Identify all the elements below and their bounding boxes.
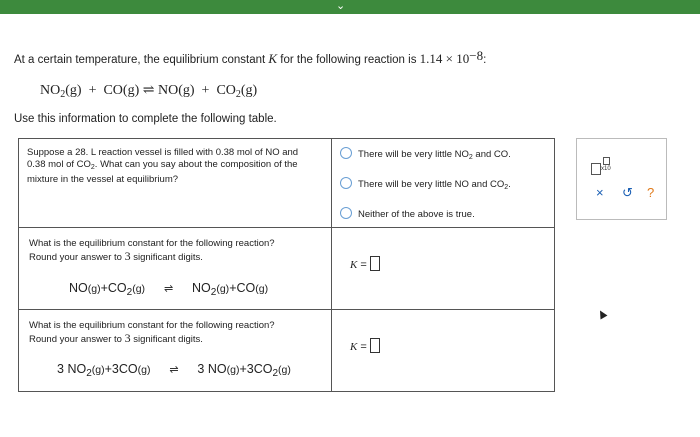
intro-colon: :	[483, 54, 487, 66]
option-label: Neither of the above is true.	[358, 209, 475, 220]
q3-right-coef-1: 3	[197, 362, 205, 376]
plus-sign: +	[104, 362, 112, 376]
undo-icon[interactable]: ↺	[622, 185, 633, 200]
top-bar	[0, 0, 700, 14]
intro-text: At a certain temperature, the equilibrium constant	[14, 54, 266, 66]
q1-line-1: Suppose a 28. L reaction vessel is filled with 0.38 mol of NO and	[27, 147, 299, 158]
q2-cell	[19, 228, 332, 310]
equals-sign: =	[360, 259, 367, 271]
main-reaction	[40, 82, 257, 100]
q1-option-3[interactable]	[340, 207, 554, 221]
q3-left-b-state: (g)	[137, 364, 151, 376]
radio-button[interactable]	[340, 147, 352, 159]
q3-left-a-state: (g)	[91, 364, 105, 376]
q1-line-3: mixture in the vessel at equilibrium?	[27, 174, 179, 185]
q2-right-a: NO	[192, 281, 211, 295]
x10-label: x10	[601, 166, 611, 172]
reactant-co: CO(g)	[103, 83, 140, 98]
instruction-text: Use this information to complete the following table.	[14, 113, 277, 125]
q2-line-2a: Round your answer to	[29, 252, 122, 263]
q3-right-b-state: (g)	[278, 364, 291, 376]
q2-line-1: What is the equilibrium constant for the following reaction?	[29, 238, 275, 249]
option-sub: 2	[468, 154, 473, 161]
equilibrium-arrow-icon: ⇌	[142, 83, 155, 98]
q1-line-2	[27, 159, 331, 174]
q2-question	[19, 228, 331, 264]
q3-right-b-sub: 2	[272, 368, 279, 379]
option-label: There will be very little NO	[358, 149, 469, 160]
k-exponent: −8	[469, 48, 484, 63]
q2-right-b-state: (g)	[255, 283, 269, 295]
base-box-icon	[591, 163, 601, 175]
plus-sign: +	[100, 281, 108, 295]
q2-right-b: CO	[236, 281, 256, 295]
q2-answer	[332, 228, 554, 271]
q1-option-2[interactable]	[340, 177, 554, 191]
q2-reaction	[19, 264, 331, 298]
q3-line-2a: Round your answer to	[29, 334, 122, 345]
q1-options-cell	[332, 139, 555, 228]
product-co2-state: (g)	[240, 83, 258, 98]
q2-left-b-sub: 2	[126, 287, 133, 298]
option-label-post: .	[508, 179, 511, 190]
q1-question	[19, 139, 331, 186]
clear-icon[interactable]: ×	[596, 185, 604, 200]
exponent-box-icon	[603, 157, 610, 165]
help-icon[interactable]: ?	[647, 185, 655, 200]
q3-answer	[332, 310, 554, 353]
q3-left-b: CO	[118, 362, 138, 376]
q3-right-coef-2: 3	[246, 362, 254, 376]
radio-button[interactable]	[340, 207, 352, 219]
plus-sign: +	[201, 83, 210, 98]
q1-line-2b: . What can you say about the composition of the	[94, 159, 298, 170]
q3-left-a: NO	[67, 362, 87, 376]
q3-answer-cell	[332, 310, 555, 392]
q2-answer-cell	[332, 228, 555, 310]
plus-sign: +	[239, 362, 247, 376]
q3-question	[19, 310, 331, 346]
q2-left-a-state: (g)	[87, 283, 101, 295]
k-value: 1.14 × 10	[419, 51, 470, 66]
reactant-no2: NO	[40, 83, 61, 98]
option-label-post: and CO.	[472, 149, 511, 160]
collapse-chevron-icon[interactable]: ⌄	[336, 0, 346, 12]
q2-left-b-state: (g)	[132, 283, 146, 295]
q3-digits: 3	[124, 331, 131, 345]
answer-tools-panel	[576, 138, 667, 220]
scientific-notation-button[interactable]	[591, 157, 613, 175]
q2-right-a-sub: 2	[210, 287, 217, 298]
option-label: There will be very little NO and CO	[358, 179, 505, 190]
reactant-no2-sub: 2	[60, 89, 66, 100]
problem-intro	[14, 48, 487, 67]
product-no: NO(g)	[157, 83, 195, 98]
q3-reaction	[19, 346, 331, 379]
q3-line-2b: significant digits.	[133, 334, 203, 345]
q1-co2-sub: 2	[90, 164, 95, 171]
q2-left-a: NO	[69, 281, 88, 295]
q2-left-b: CO	[107, 281, 127, 295]
equals-sign: =	[360, 341, 367, 353]
q3-left-coef-1: 3	[57, 362, 64, 376]
q1-line-2a: 0.38 mol of CO	[27, 159, 91, 170]
q3-right-b: CO	[253, 362, 273, 376]
radio-button[interactable]	[340, 177, 352, 189]
q3-left-a-sub: 2	[86, 368, 92, 379]
q2-line-2	[29, 250, 331, 264]
q3-cell	[19, 310, 332, 392]
plus-sign: +	[88, 83, 97, 98]
intro-k-symbol: K	[268, 51, 278, 66]
k-label: K	[350, 341, 358, 353]
k-label: K	[350, 259, 358, 271]
q3-line-2	[29, 332, 331, 346]
q3-left-coef-2: 3	[111, 362, 119, 376]
reactant-no2-state: (g)	[65, 83, 82, 98]
q2-digits: 3	[124, 249, 131, 263]
product-co2-sub: 2	[235, 89, 241, 100]
q1-option-1[interactable]	[340, 147, 554, 161]
option-sub: 2	[504, 184, 509, 191]
plus-sign: +	[229, 281, 237, 295]
q3-line-1: What is the equilibrium constant for the following reaction?	[29, 320, 275, 331]
q2-right-a-state: (g)	[216, 283, 230, 295]
q2-line-2b: significant digits.	[133, 252, 203, 263]
product-co2: CO	[216, 83, 236, 98]
mouse-cursor-icon	[597, 309, 608, 320]
q3-answer-input[interactable]	[370, 338, 380, 353]
q1-cell	[19, 139, 332, 228]
q3-right-a-state: (g)	[226, 364, 240, 376]
q2-answer-input[interactable]	[370, 256, 380, 271]
intro-text-2: for the following reaction is	[280, 54, 417, 66]
question-table	[18, 138, 555, 392]
equilibrium-arrow-icon: ⇌	[163, 283, 174, 295]
equilibrium-arrow-icon: ⇌	[169, 364, 179, 376]
q3-right-a: NO	[207, 362, 227, 376]
